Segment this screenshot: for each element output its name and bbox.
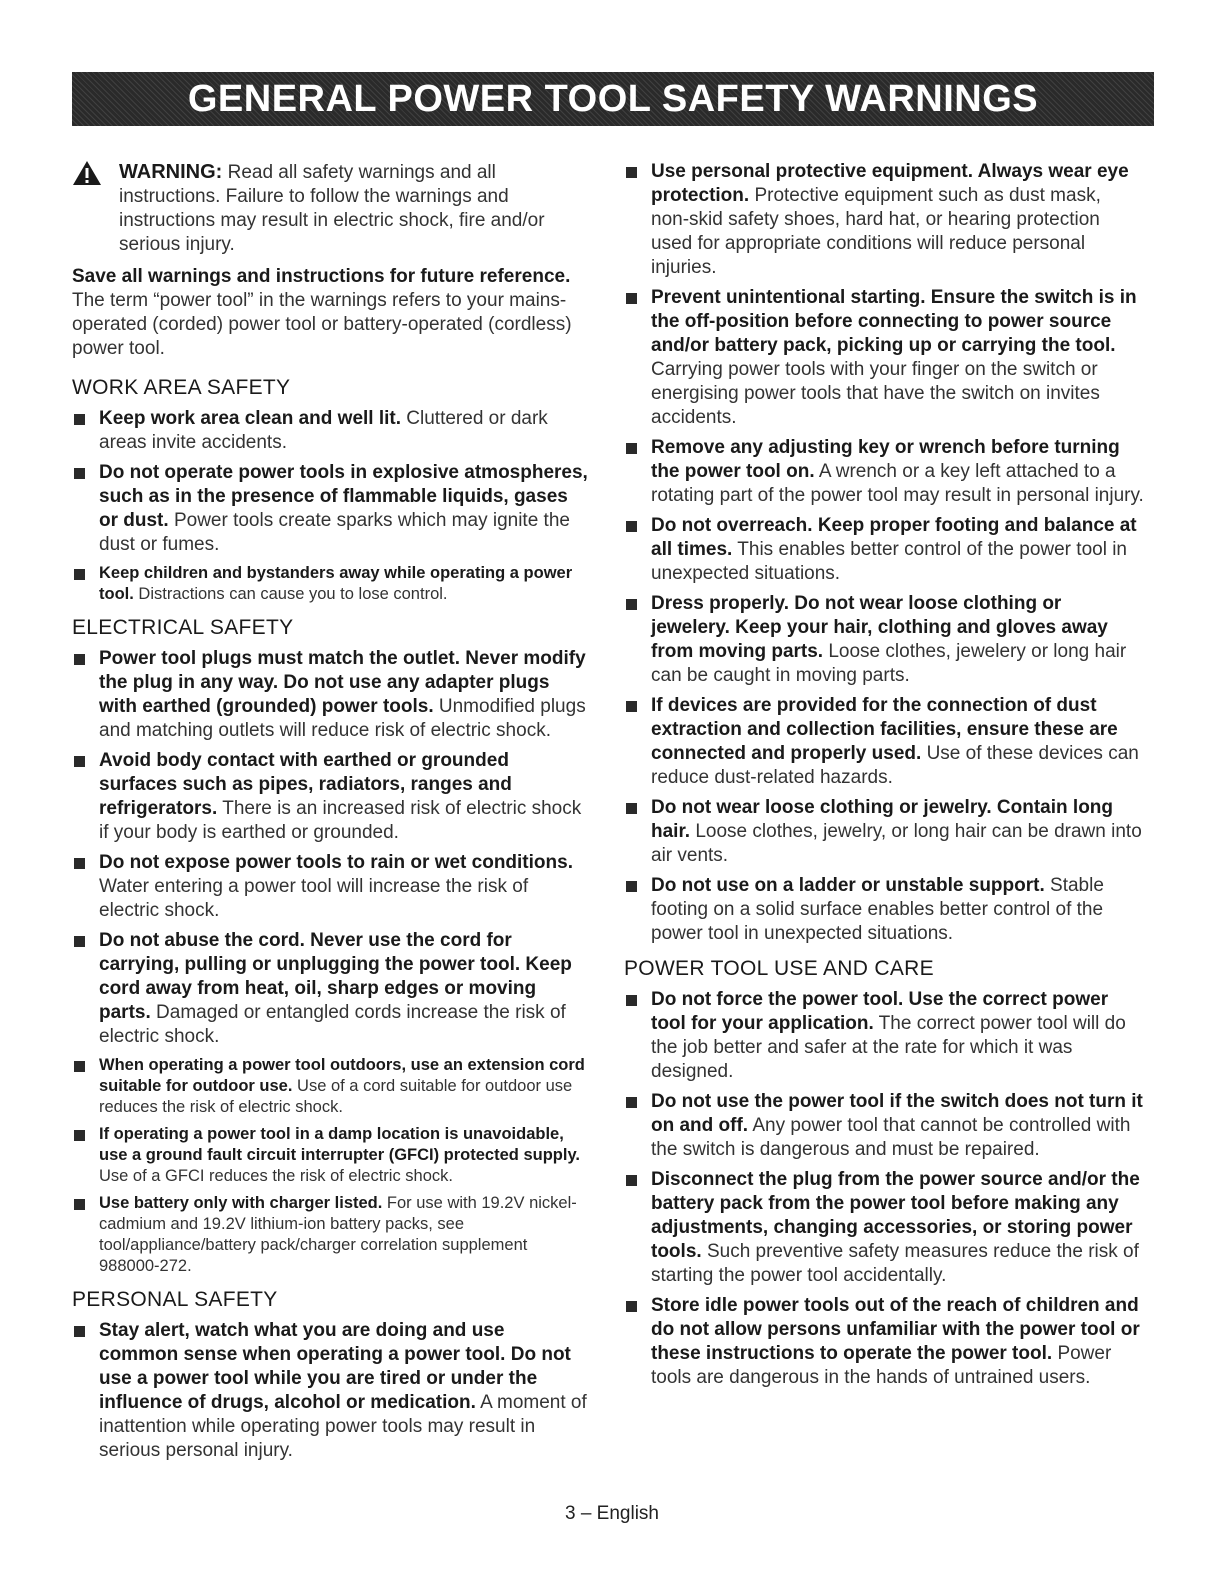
item-text: For use with 19.2V nickel-cadmium and 19.2V lithium-ion battery packs, see tool/appliance/battery pack/charger correlation supplement 988000-272. (99, 1194, 577, 1275)
section-title-personal: PERSONAL SAFETY (72, 1288, 278, 1311)
item-bold: Keep children and bystanders away while operating a power tool. (99, 564, 573, 603)
item-text: Loose clothes, jewelery or long hair can be caught in moving parts. (651, 641, 1127, 686)
item-bold: Do not force the power tool. Use the correct power tool for your application. (651, 989, 1109, 1034)
save-note (72, 265, 588, 361)
bullet-icon (626, 293, 637, 304)
item-bold: Prevent unintentional starting. Ensure the switch is in the off-position before connecting to power source and/or battery pack, picking up or carrying the tool. (651, 287, 1137, 356)
item-bold: Store idle power tools out of the reach of children and do not allow persons unfamiliar with the power tool or these instructions to operate the power tool. (651, 1295, 1140, 1364)
list-item (624, 988, 1144, 1084)
item-text: Use of these devices can reduce dust-related hazards. (651, 743, 1139, 788)
list-item (624, 1294, 1144, 1390)
bullet-icon (74, 756, 85, 767)
item-text: Unmodified plugs and matching outlets will reduce risk of electric shock. (99, 696, 586, 741)
item-text: Power tools create sparks which may ignite the dust or fumes. (99, 510, 570, 555)
bullet-icon (626, 1301, 637, 1312)
item-text: Loose clothes, jewelry, or long hair can be drawn into air vents. (651, 821, 1142, 866)
list-item (72, 749, 588, 845)
item-bold: Do not expose power tools to rain or wet conditions. (99, 852, 573, 873)
warning-text: Read all safety warnings and all instructions. Failure to follow the warnings and instructions may result in electric shock, fire and/or serious injury. (119, 162, 545, 255)
warning-triangle-icon (72, 160, 102, 186)
list-item (624, 1168, 1144, 1288)
item-text: Damaged or entangled cords increase the risk of electric shock. (99, 1002, 566, 1047)
item-text: Such preventive safety measures reduce the risk of starting the power tool accidentally. (651, 1241, 1139, 1286)
bullet-icon (74, 936, 85, 947)
item-bold: Disconnect the plug from the power source and/or the battery pack from the power tool before making any adjustments, changing accessories, or storing power tools. (651, 1169, 1140, 1262)
bullet-icon (626, 803, 637, 814)
list-item (72, 647, 588, 743)
bullet-icon (74, 569, 85, 580)
bullet-icon (626, 443, 637, 454)
bullet-icon (626, 1097, 637, 1108)
item-bold: Dress properly. Do not wear loose clothing or jewelery. Keep your hair, clothing and gloves away from moving parts. (651, 593, 1108, 662)
item-bold: If devices are provided for the connection of dust extraction and collection facilities, ensure these are connected and properly used. (651, 695, 1118, 764)
bullet-icon (74, 654, 85, 665)
save-note-bold: Save all warnings and instructions for future reference. (72, 266, 571, 287)
list-item (72, 1193, 588, 1277)
warning-label: WARNING: (119, 161, 223, 183)
item-text: A moment of inattention while operating power tools may result in serious personal injury. (99, 1392, 587, 1461)
list-item (72, 1055, 588, 1118)
item-text: Use of a cord suitable for outdoor use reduces the risk of electric shock. (99, 1077, 573, 1116)
warning-block (72, 160, 588, 257)
item-text: Any power tool that cannot be controlled with the switch is dangerous and must be repaired. (651, 1115, 1131, 1160)
bullet-icon (74, 1061, 85, 1072)
save-note-text: The term “power tool” in the warnings refers to your mains-operated (corded) power tool or battery-operated (cordless) power tool. (72, 290, 572, 359)
item-text: Protective equipment such as dust mask, non-skid safety shoes, hard hat, or hearing protection used for appropriate conditions will reduce personal injuries. (651, 185, 1101, 278)
list-item (624, 694, 1144, 790)
list-item (624, 514, 1144, 586)
item-bold: Power tool plugs must match the outlet. Never modify the plug in any way. Do not use any adapter plugs with earthed (grounded) power tools. (99, 648, 586, 717)
bullet-icon (74, 468, 85, 479)
item-bold: Do not operate power tools in explosive atmospheres, such as in the presence of flammable liquids, gases or dust. (99, 462, 588, 531)
item-bold: Do not abuse the cord. Never use the cord for carrying, pulling or unplugging the power tool. Keep cord away from heat, oil, sharp edges or moving parts. (99, 930, 572, 1023)
item-bold: Use battery only with charger listed. (99, 1194, 383, 1212)
list-item (72, 407, 588, 455)
bullet-icon (626, 881, 637, 892)
item-bold: Do not use the power tool if the switch does not turn it on and off. (651, 1091, 1143, 1136)
item-text: Cluttered or dark areas invite accidents. (99, 408, 548, 453)
personal-list-continued (624, 160, 1144, 946)
power-tool-use-list (624, 988, 1144, 1390)
bullet-icon (74, 1326, 85, 1337)
item-bold: Keep work area clean and well lit. (99, 408, 402, 429)
list-item (624, 160, 1144, 280)
item-bold: Remove any adjusting key or wrench before turning the power tool on. (651, 437, 1120, 482)
item-text: Water entering a power tool will increase the risk of electric shock. (99, 876, 529, 921)
right-column (624, 160, 1144, 1396)
list-item (624, 436, 1144, 508)
item-text: There is an increased risk of electric shock if your body is earthed or grounded. (99, 798, 582, 843)
item-text: Use of a GFCI reduces the risk of electric shock. (99, 1167, 453, 1185)
bullet-icon (626, 1175, 637, 1186)
item-bold: Avoid body contact with earthed or grounded surfaces such as pipes, radiators, ranges and refrigerators. (99, 750, 512, 819)
left-column (72, 160, 588, 1469)
bullet-icon (626, 701, 637, 712)
item-text: Distractions can cause you to lose control. (138, 585, 448, 603)
list-item (72, 1124, 588, 1187)
list-item (624, 874, 1144, 946)
item-bold: If operating a power tool in a damp location is unavoidable, use a ground fault circuit interrupter (GFCI) protected supply. (99, 1125, 580, 1164)
item-text: Stable footing on a solid surface enables better control of the power tool in unexpected situations. (651, 875, 1104, 944)
item-bold: Use personal protective equipment. Always wear eye protection. (651, 161, 1129, 206)
title-banner (72, 72, 1154, 126)
item-text: The correct power tool will do the job better and safer at the rate for which it was designed. (651, 1013, 1126, 1082)
item-text: Power tools are dangerous in the hands of untrained users. (651, 1343, 1112, 1388)
bullet-icon (74, 414, 85, 425)
item-text: This enables better control of the power tool in unexpected situations. (651, 539, 1127, 584)
list-item (72, 851, 588, 923)
list-item (624, 592, 1144, 688)
section-title-work-area: WORK AREA SAFETY (72, 376, 291, 399)
bullet-icon (626, 521, 637, 532)
item-bold: Do not overreach. Keep proper footing and balance at all times. (651, 515, 1137, 560)
item-bold: Stay alert, watch what you are doing and use common sense when operating a power tool. Do not use a power tool while you are tired or under the influence of drugs, alcohol or medication. (99, 1320, 571, 1413)
electrical-list (72, 647, 588, 1277)
list-item (624, 286, 1144, 430)
page-footer: 3 – English (564, 1503, 659, 1524)
bullet-icon (626, 167, 637, 178)
bullet-icon (74, 858, 85, 869)
work-area-list (72, 407, 588, 605)
personal-list-start (72, 1319, 588, 1463)
section-title-power-tool-use: POWER TOOL USE AND CARE (624, 957, 934, 980)
bullet-icon (626, 995, 637, 1006)
section-title-electrical: ELECTRICAL SAFETY (72, 616, 294, 639)
list-item (72, 1319, 588, 1463)
list-item (72, 461, 588, 557)
bullet-icon (626, 599, 637, 610)
bullet-icon (74, 1130, 85, 1141)
item-text: A wrench or a key left attached to a rotating part of the power tool may result in personal injury. (651, 461, 1144, 506)
item-text: Carrying power tools with your finger on the switch or energising power tools that have the switch on invites accidents. (651, 359, 1100, 428)
item-bold: Do not wear loose clothing or jewelry. Contain long hair. (651, 797, 1114, 842)
list-item (72, 563, 588, 605)
bullet-icon (74, 1199, 85, 1210)
list-item (624, 796, 1144, 868)
item-bold: When operating a power tool outdoors, use an extension cord suitable for outdoor use. (99, 1056, 585, 1095)
list-item (624, 1090, 1144, 1162)
item-bold: Do not use on a ladder or unstable support. (651, 875, 1045, 896)
page-title: GENERAL POWER TOOL SAFETY WARNINGS (187, 77, 1039, 120)
list-item (72, 929, 588, 1049)
